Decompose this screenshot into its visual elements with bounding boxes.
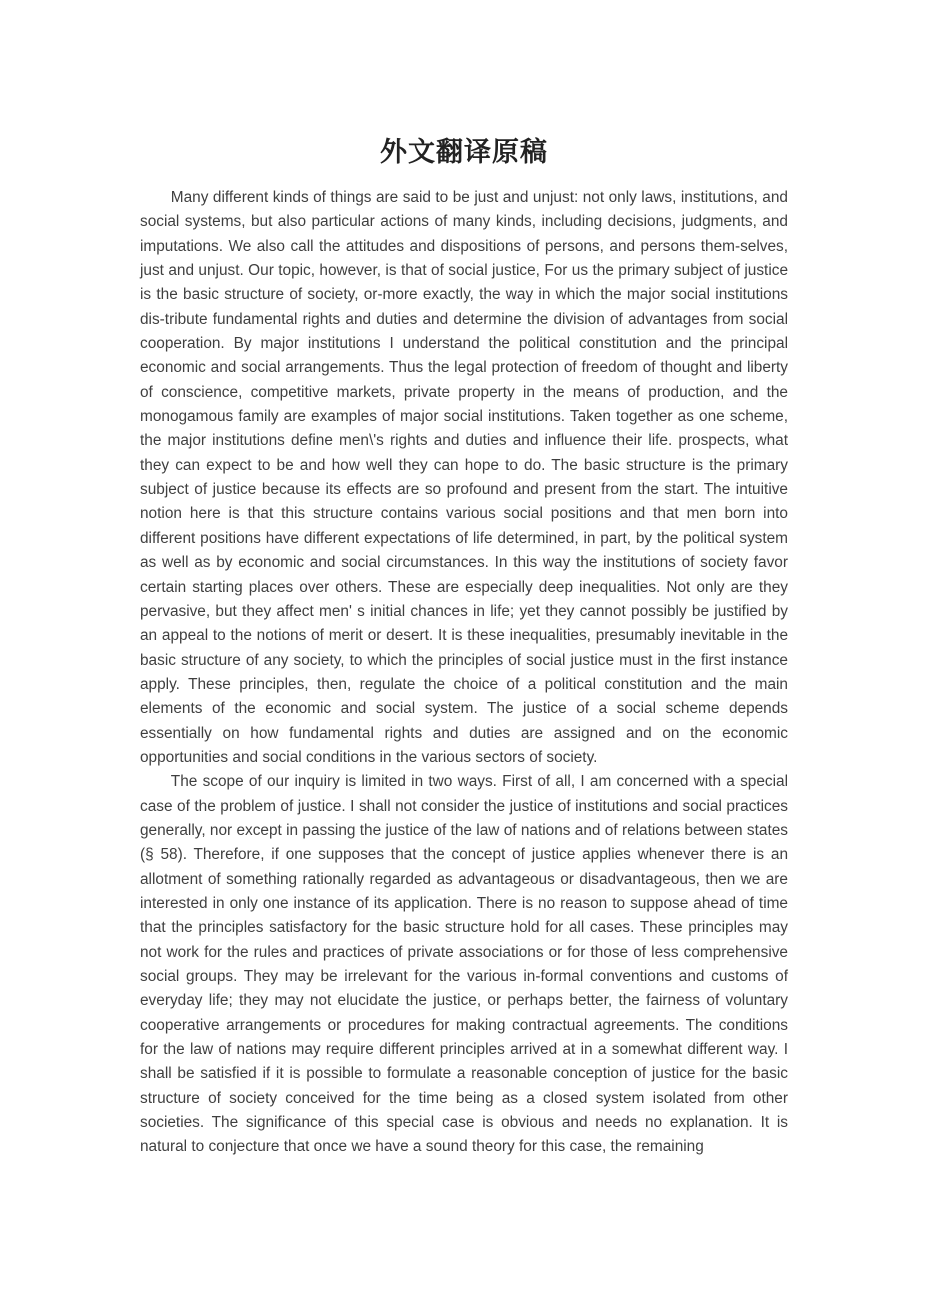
- paragraph-2: The scope of our inquiry is limited in two ways. First of all, I am concerned with a special case of the problem of justice. I shall not consider the justice of institutions and social practices generally, nor except in passing the justice of the law of nations and of relations between states (§ 58). Therefore, if one supposes that the concept of justice applies whenever there is an allotment of something rationally regarded as advantageous or disadvantageous, then we are interested in only one instance of its application. There is no reason to suppose ahead of time that the principles satisfactory for the basic structure hold for all cases. These principles may not work for the rules and practices of private associations or for those of less comprehensive social groups. They may be irrelevant for the various in-formal conventions and customs of everyday life; they may not elucidate the justice, or perhaps better, the fairness of voluntary cooperative arrangements or procedures for making contractual agreements. The conditions for the law of nations may require different principles arrived at in a somewhat different way. I shall be satisfied if it is possible to formulate a reasonable conception of justice for the basic structure of society conceived for the time being as a closed system isolated from other societies. The significance of this special case is obvious and needs no explanation. It is natural to conjecture that once we have a sound theory for this case, the remaining: [140, 773, 788, 1156]
- document-title: 外文翻译原稿: [380, 137, 548, 167]
- document-body: [140, 186, 788, 1160]
- paragraph-1: Many different kinds of things are said to be just and unjust: not only laws, institutions, and social systems, but also particular actions of many kinds, including decisions, judgments, and imputations. We also call the attitudes and dispositions of persons, and persons them-selves, just and unjust. Our topic, however, is that of social justice, For us the primary subject of justice is the basic structure of society, or-more exactly, the way in which the major social institutions dis-tribute fundamental rights and duties and determine the division of advantages from social cooperation. By major institutions I understand the political constitution and the principal economic and social arrangements. Thus the legal protection of freedom of thought and liberty of conscience, competitive markets, private property in the means of production, and the monogamous family are examples of major social institutions. Taken together as one scheme, the major institutions define men\'s rights and duties and influence their life. prospects, what they can expect to be and how well they can hope to do. The basic structure is the primary subject of justice because its effects are so profound and present from the start. The intuitive notion here is that this structure contains various social positions and that men born into different positions have different expectations of life determined, in part, by the political system as well as by economic and social circumstances. In this way the institutions of society favor certain starting places over others. These are especially deep inequalities. Not only are they pervasive, but they affect men' s initial chances in life; yet they cannot possibly be justified by an appeal to the notions of merit or desert. It is these inequalities, presumably inevitable in the basic structure of any society, to which the principles of social justice must in the first instance apply. These principles, then, regulate the choice of a political constitution and the main elements of the economic and social system. The justice of a social scheme depends essentially on how fundamental rights and duties are assigned and on the economic opportunities and social conditions in the various sectors of society.: [140, 189, 788, 766]
